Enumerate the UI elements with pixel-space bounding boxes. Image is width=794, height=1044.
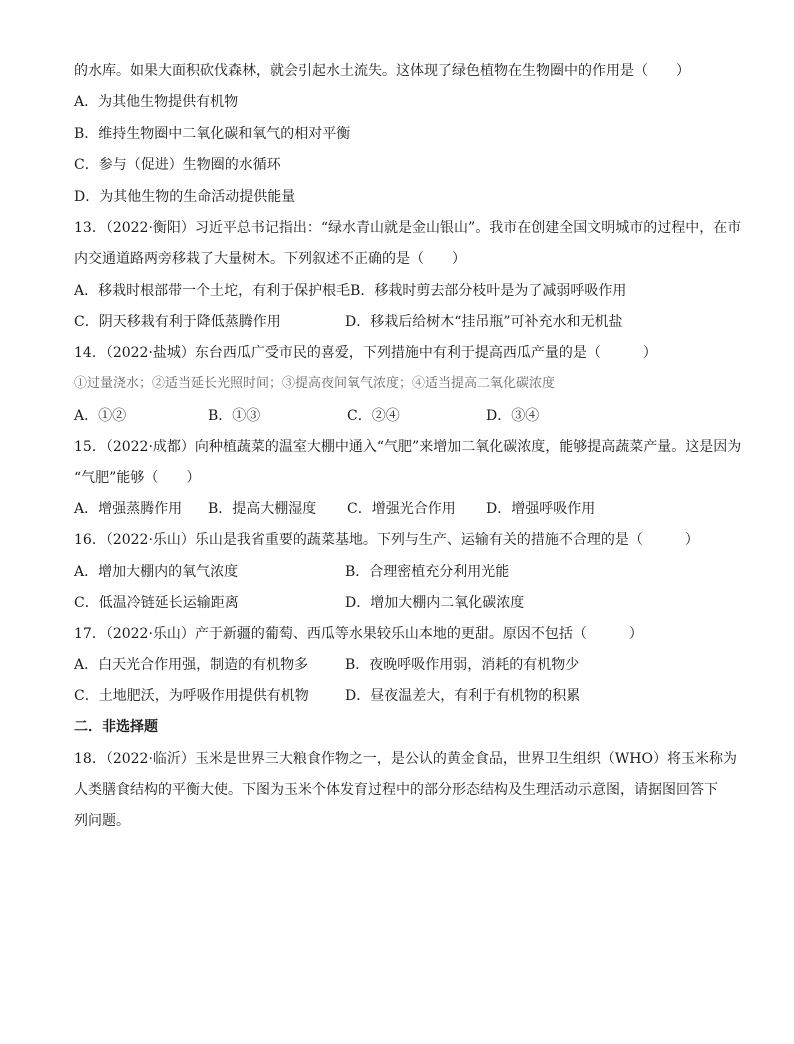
q15-option-b: B．提高大棚湿度 <box>208 501 317 517</box>
q16-stem: 16．（2022·乐山）乐山是我省重要的蔬菜基地。下列与生产、运输有关的措施不合理的是（ ） <box>74 532 699 548</box>
q17-option-d: D．昼夜温差大，有利于有机物的积累 <box>345 688 581 704</box>
q15-option-a: A．增强蒸腾作用 <box>74 501 183 517</box>
q13-stem-line2: 内交通道路两旁移栽了大量树木。下列叙述不正确的是（ ） <box>74 251 466 267</box>
q12-option-c: C．参与（促进）生物圈的水循环 <box>74 157 281 173</box>
q13-stem-line1: 13．（2022·衡阳）习近平总书记指出：“绿水青山就是金山银山”。我市在创建全国文明城市的过程中，在市 <box>74 220 742 236</box>
q14-measures: ①过量浇水；②适当延长光照时间；③提高夜间氧气浓度；④适当提高二氧化碳浓度 <box>74 376 556 391</box>
q12-stem-tail: 的水库。如果大面积砍伐森林，就会引起水土流失。这体现了绿色植物在生物圈中的作用是（ ） <box>74 63 690 79</box>
q15-stem-line2: “气肥”能够（ ） <box>74 470 201 486</box>
q16-option-a: A．增加大棚内的氧气浓度 <box>74 564 239 580</box>
q15-stem-line1: 15．（2022·成都）向种植蔬菜的温室大棚中通入“气肥”来增加二氧化碳浓度，能够提高蔬菜产量。这是因为 <box>74 439 742 455</box>
q16-option-b: B．合理密植充分利用光能 <box>345 564 510 580</box>
q16-option-c: C．低温冷链延长运输距离 <box>74 595 239 611</box>
q18-stem-line1: 18．（2022·临沂）玉米是世界三大粮食作物之一，是公认的黄金食品，世界卫生组织（WHO）将玉米称为 <box>74 751 737 767</box>
q17-option-a: A．白天光合作用强，制造的有机物多 <box>74 657 309 673</box>
q14-option-a: A．①② <box>74 408 127 424</box>
q12-option-d: D．为其他生物的生命活动提供能量 <box>74 189 296 205</box>
q12-option-b: B．维持生物圈中二氧化碳和氧气的相对平衡 <box>74 126 351 142</box>
q16-option-d: D．增加大棚内二氧化碳浓度 <box>345 595 525 611</box>
q18-stem-line3: 列问题。 <box>74 813 130 829</box>
q18-stem-line2: 人类膳食结构的平衡大使。下图为玉米个体发育过程中的部分形态结构及生理活动示意图，请据图回答下 <box>74 782 718 798</box>
q17-stem: 17．（2022·乐山）产于新疆的葡萄、西瓜等水果较乐山本地的更甜。原因不包括（ ） <box>74 626 643 642</box>
q15-option-c: C．增强光合作用 <box>347 501 456 517</box>
section-title-non-choice: 二．非选择题 <box>74 719 158 735</box>
q13-option-c: C．阴天移栽有利于降低蒸腾作用 <box>74 314 281 330</box>
q12-option-a: A．为其他生物提供有机物 <box>74 94 239 110</box>
q17-option-b: B．夜晚呼吸作用弱，消耗的有机物少 <box>345 657 580 673</box>
q14-option-b: B．①③ <box>208 408 261 424</box>
q14-stem: 14．（2022·盐城）东台西瓜广受市民的喜爱，下列措施中有利于提高西瓜产量的是（ ） <box>74 345 657 361</box>
q14-option-d: D．③④ <box>486 408 540 424</box>
q15-option-d: D．增强呼吸作用 <box>486 501 596 517</box>
q13-option-ab: A．移栽时根部带一个土坨，有利于保护根毛B．移栽时剪去部分枝叶是为了减弱呼吸作用 <box>74 283 627 299</box>
q14-option-c: C．②④ <box>347 408 400 424</box>
q13-option-d: D．移栽后给树木“挂吊瓶”可补充水和无机盐 <box>345 314 623 330</box>
q17-option-c: C．土地肥沃，为呼吸作用提供有机物 <box>74 688 309 704</box>
